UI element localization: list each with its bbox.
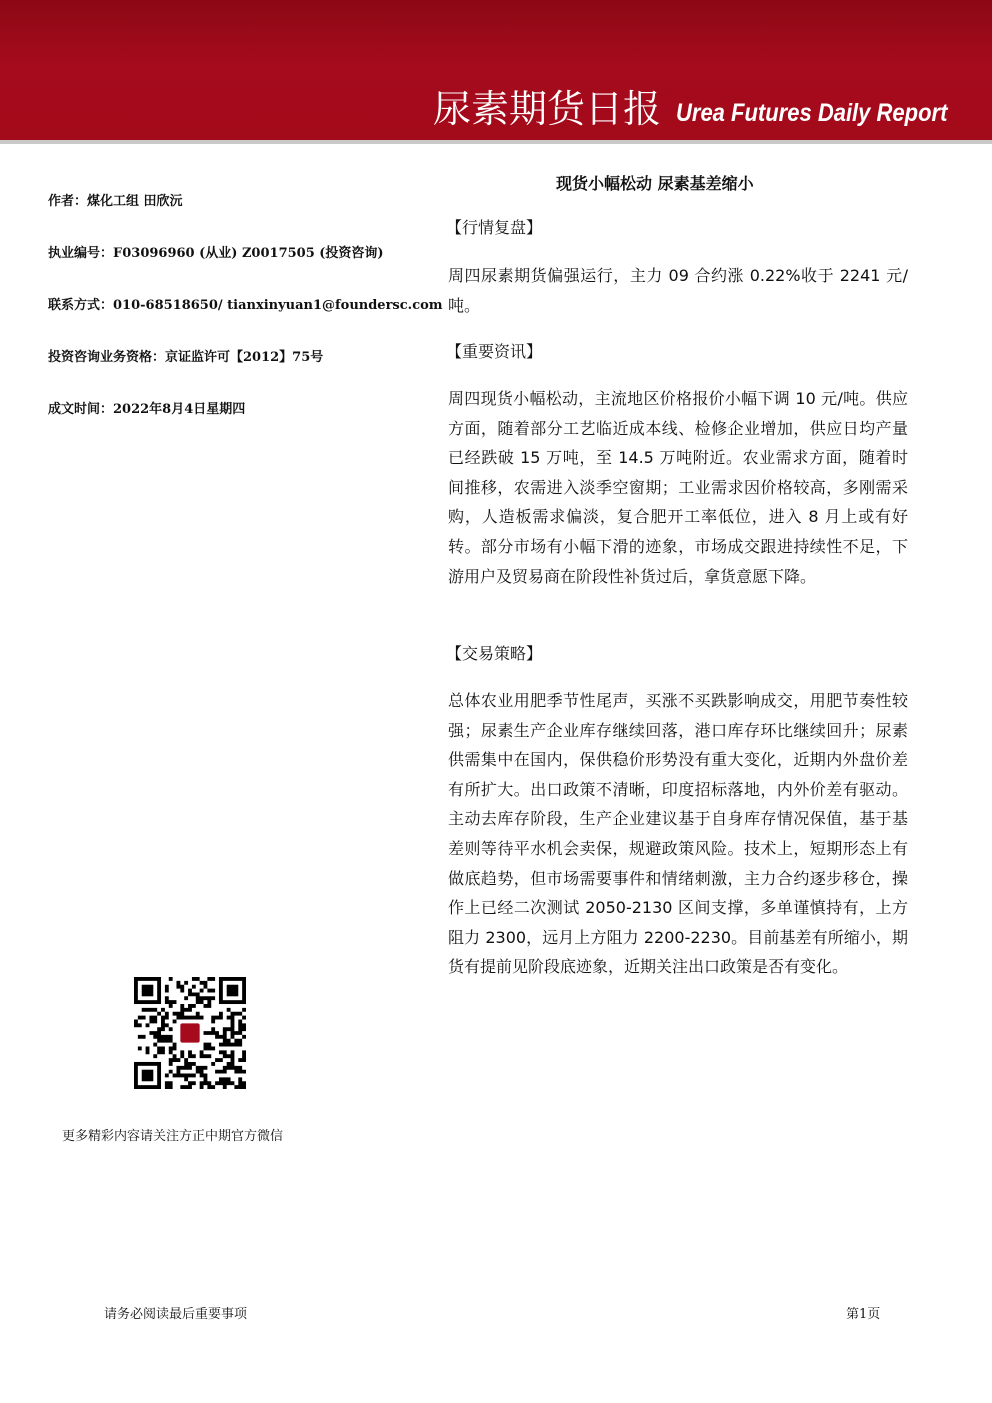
report-title-en: Urea Futures Daily Report <box>676 99 948 127</box>
page-number: 第1页 <box>846 1307 881 1322</box>
qualification-line: 投资咨询业务资格：京证监许可【2012】75号 <box>48 350 324 365</box>
section-body-news: 周四现货小幅松动，主流地区价格报价小幅下调 10 元/吨。供应方面，随着部分工艺临近成本线、检修企业增加，供应日均产量已经跌破 15 万吨，至 14.5 万吨附近。农业需求方面，随着时间推移，农需进入淡季空窗期；工业需求因价格较高，多刚需采购，人造板需求偏淡，复合肥开工率低位，进入 8 月上或有好转。部分市场有小幅下滑的迹象，市场成交跟进持续性不足，下游用户及贸易商在阶段性补货过后，拿货意愿下降。 <box>448 389 908 586</box>
section-heading-news: 【重要资讯】 <box>446 342 543 361</box>
section-body-review: 周四尿素期货偏强运行，主力 09 合约涨 0.22%收于 2241 元/吨。 <box>448 266 908 315</box>
header-divider <box>0 140 992 144</box>
footer-notice: 请务必阅读最后重要事项 <box>104 1307 248 1322</box>
report-title-cn: 尿素期货日报 <box>433 87 662 131</box>
author-line: 作者：煤化工组 田欣沅 <box>48 194 183 209</box>
report-header-band <box>0 0 992 140</box>
section-heading-strategy: 【交易策略】 <box>446 644 543 663</box>
article-title: 现货小幅松动 尿素基差缩小 <box>556 174 754 193</box>
contact-line: 联系方式：010-68518650/ tianxinyuan1@foundersc.com <box>48 298 443 313</box>
date-line: 成文时间：2022年8月4日星期四 <box>48 402 246 417</box>
section-body-strategy: 总体农业用肥季节性尾声，买涨不买跌影响成交，用肥节奏性较强；尿素生产企业库存继续回落，港口库存环比继续回升；尿素供需集中在国内，保供稳价形势没有重大变化，近期内外盘价差有所扩大。出口政策不清晰，印度招标落地，内外价差有驱动。主动去库存阶段，生产企业建议基于自身库存情况保值，基于基差则等待平水机会卖保，规避政策风险。技术上，短期形态上有做底趋势，但市场需要事件和情绪刺激，主力合约逐步移仓，操作上已经二次测试 2050-2130 区间支撑，多单谨慎持有，上方阻力 2300，远月上方阻力 2200-2230。目前基差有所缩小，期货有提前见阶段底迹象，近期关注出口政策是否有变化。 <box>448 691 908 977</box>
qr-code-icon[interactable] <box>134 977 246 1089</box>
section-heading-review: 【行情复盘】 <box>446 218 543 237</box>
qr-caption: 更多精彩内容请关注方正中期官方微信 <box>62 1129 284 1144</box>
license-line: 执业编号：F03096960 (从业) Z0017505 (投资咨询) <box>48 246 384 261</box>
